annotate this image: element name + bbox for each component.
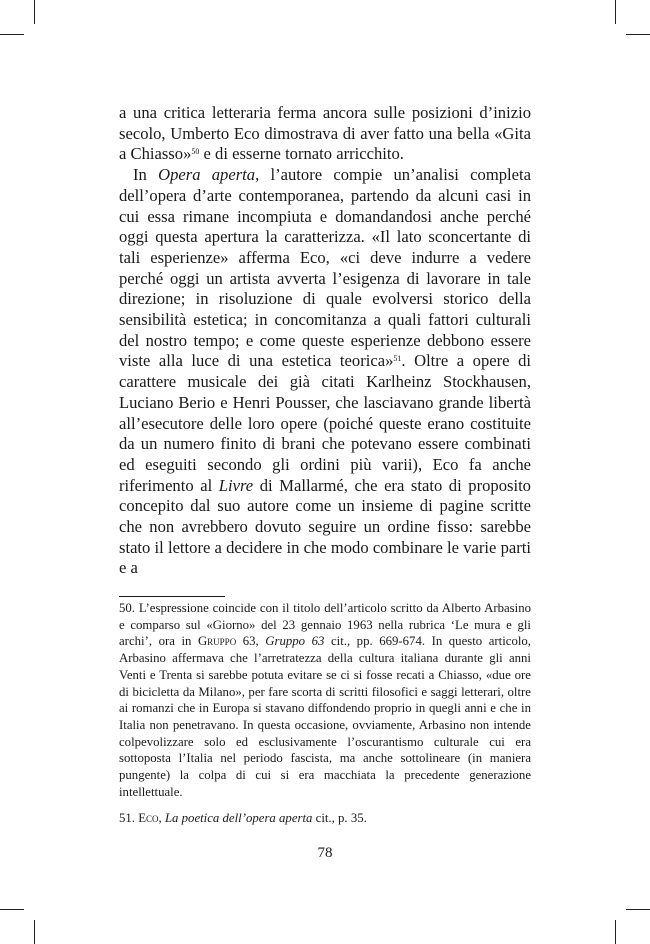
footnotes (119, 600, 531, 827)
footnote-51-italic: La poetica dell’opera aperta (164, 811, 313, 826)
paragraph-2-text-3: di Mallarmé, che era stato di proposito concepito dal suo autore come un insieme di pagine scritte che non avrebbero dovuto seguire un ordine fisso: sarebbe stato il lettore a decidere in che modo combinare le varie parti e a (119, 475, 531, 578)
footnote-50-smallcaps: Gruppo (197, 634, 237, 649)
page-number: 78 (317, 845, 333, 861)
main-text (119, 103, 531, 579)
footnote-ref-50[interactable]: 50 (191, 147, 200, 157)
book-title-livre: Livre (218, 475, 254, 495)
paragraph-2 (119, 165, 531, 579)
crop-mark-top-left (34, 0, 35, 24)
paragraph-1 (119, 103, 531, 165)
footnote-ref-51[interactable]: 51 (393, 354, 402, 364)
crop-mark-top-right-h (626, 34, 650, 35)
crop-mark-bottom-right (615, 920, 616, 944)
book-title-opera-aperta: Opera aperta (158, 165, 256, 185)
crop-mark-bottom-left (34, 920, 35, 944)
paragraph-2-lead: In (133, 165, 159, 185)
crop-mark-bottom-left-h (0, 909, 24, 910)
footnote-50 (119, 600, 531, 800)
footnote-51-smallcaps: Eco (138, 811, 159, 826)
footnote-50-text-3: cit., pp. 669-674. In questo articolo, Arbasino affermava che l’arretratezza della cultura italiana durante gli anni Venti e Trenta si sarebbe potuta evitare se ci si fosse recati a Chiasso, «due ore di bicicletta da Milano», per fare scorta di scritti filosofici e saggi letterari, oltre ai romanzi che in Europa si stavano diffondendo proprio in quegli anni e che in Italia non penetravano. In questa occasione, ovviamente, Arbasino non intende colpevolizzare solo ed esclusivamente l’oscurantismo culturale cui era sottoposta l’Italia nel periodo fascista, ma anche sottolineare (in maniera pungente) la colpa di cui si era macchiata la precedente generazione intellettuale. (119, 634, 531, 799)
footnote-51-text-2: , (158, 811, 165, 826)
footnote-51 (119, 810, 531, 827)
paragraph-1-text: a una critica letteraria ferma ancora sulle posizioni d’inizio secolo, Umberto Eco dimostrava di aver fatto una bella «Gita a Chiasso» (119, 103, 531, 164)
footnote-separator (119, 596, 225, 597)
crop-mark-bottom-right-h (626, 909, 650, 910)
footnote-51-text-1: 51. (119, 811, 139, 826)
footnote-51-text-3: cit., p. 35. (312, 811, 367, 826)
paragraph-2-text-2: . Oltre a opere di carattere musicale dei già citati Karlheinz Stockhausen, Luciano Berio e Henri Pousser, che lasciavano grande libertà all’esecutore delle loro opere (poiché queste erano costituite da un numero finito di brani che potevano essere combinati ed eseguiti secondo gli ordini più varii), Eco fa anche riferimento al (119, 351, 531, 495)
paragraph-1-tail: e di esserne tornato arricchito. (199, 144, 404, 164)
footnote-50-text-1: 50. L’espressione coincide con il titolo dell’articolo scritto da Alberto Arbasino e comparso sul «Giorno» del 23 gennaio 1963 nella rubrica ‘Le mura e gli archi’, ora in (119, 601, 531, 649)
paragraph-2-text-1: , l’autore compie un’analisi completa dell’opera d’arte contemporanea, partendo da alcuni casi in cui essa rimane incompiuta e domandandosi anche perché oggi questa apertura la caratterizza. «Il lato sconcertante di tali esperienze» afferma Eco, «ci deve indurre a vedere perché oggi un artista avverta l’esigenza di lavorare in tale direzione; in risoluzione di quale evolversi storico della sensibilità estetica; in concomitanza a quali fattori culturali del nostro tempo; e come queste esperienze debbono essere viste alla luce di una estetica teorica» (119, 165, 531, 371)
footnote-50-italic: Gruppo 63 (265, 634, 325, 649)
crop-mark-top-left-h (0, 34, 24, 35)
footnote-50-text-2: 63, (236, 634, 266, 649)
crop-mark-top-right (615, 0, 616, 24)
